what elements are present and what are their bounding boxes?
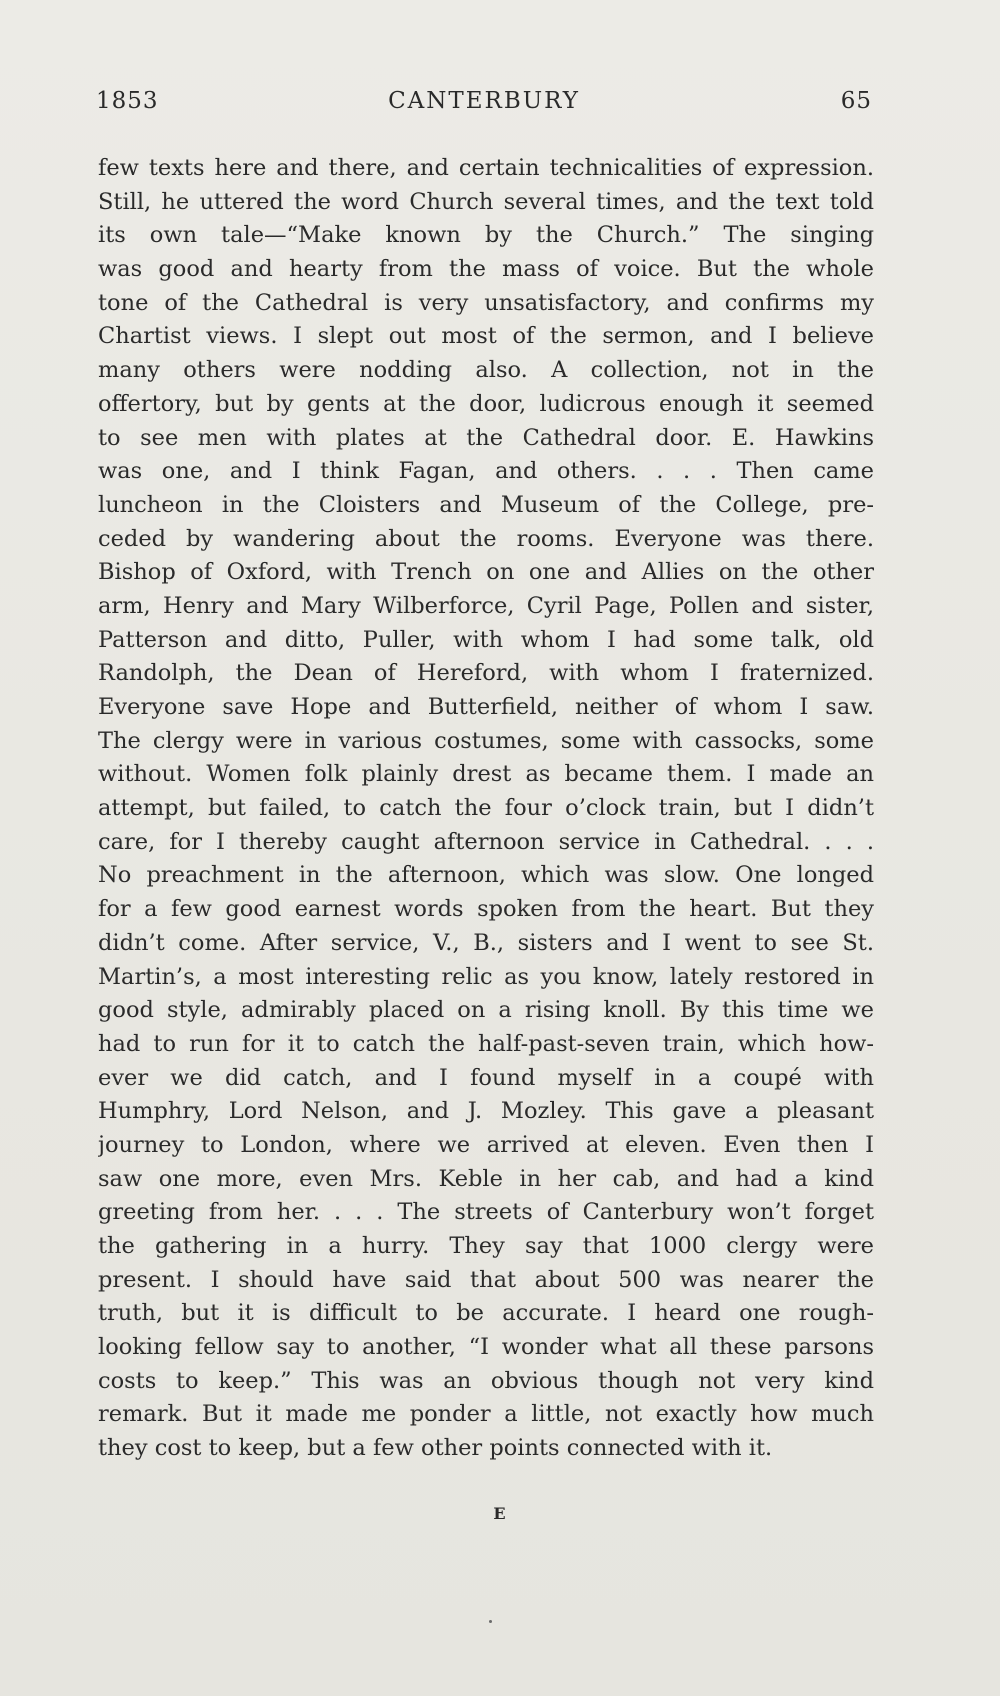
text-line: many others were nodding also. A collection, not in the — [98, 357, 874, 384]
header-title: CANTERBURY — [388, 88, 580, 114]
text-line: Humphry, Lord Nelson, and J. Mozley. This gave a pleasant — [98, 1098, 874, 1125]
text-line: its own tale—“Make known by the Church.” The singing — [98, 222, 874, 249]
text-line: tone of the Cathedral is very unsatisfactory, and confirms my — [98, 289, 874, 316]
text-line: costs to keep.” This was an obvious though not very kind — [98, 1367, 874, 1394]
text-line: without. Women folk plainly drest as became them. I made an — [98, 761, 874, 788]
text-line: Everyone save Hope and Butterfield, neither of whom I saw. — [98, 694, 874, 720]
text-line: luncheon in the Cloisters and Museum of the College, pre- — [98, 491, 874, 518]
text-line: ceded by wandering about the rooms. Everyone was there. — [98, 525, 874, 552]
page-number: 65 — [840, 88, 872, 114]
text-line: to see men with plates at the Cathedral door. E. Hawkins — [98, 424, 874, 451]
text-line: for a few good earnest words spoken from the heart. But they — [98, 896, 874, 923]
text-line: remark. But it made me ponder a little, not exactly how much — [98, 1401, 874, 1428]
text-line: greeting from her. . . . The streets of Canterbury won’t forget — [98, 1199, 874, 1226]
text-line: didn’t come. After service, V., B., sisters and I went to see St. — [98, 929, 874, 956]
text-line: ever we did catch, and I found myself in a coupé with — [98, 1064, 874, 1091]
text-line: Randolph, the Dean of Hereford, with whom I fraternized. — [98, 660, 874, 687]
text-line: arm, Henry and Mary Wilberforce, Cyril Page, Pollen and sister, — [98, 592, 874, 619]
text-line: truth, but it is difficult to be accurate. I heard one rough- — [98, 1300, 874, 1327]
text-line: No preachment in the afternoon, which was slow. One longed — [98, 862, 874, 889]
text-line: they cost to keep, but a few other points connected with it. — [98, 1435, 773, 1462]
header-year: 1853 — [96, 88, 159, 114]
text-line: present. I should have said that about 500 was nearer the — [98, 1266, 874, 1293]
text-line: looking fellow say to another, “I wonder what all these parsons — [98, 1334, 874, 1361]
running-head — [96, 88, 872, 122]
paper-speck — [489, 1620, 492, 1623]
body-text — [98, 152, 874, 1466]
signature-mark: E — [493, 1504, 507, 1523]
text-line: good style, admirably placed on a rising knoll. By this time we — [98, 997, 874, 1024]
text-line: offertory, but by gents at the door, ludicrous enough it seemed — [98, 390, 874, 417]
text-line: journey to London, where we arrived at eleven. Even then I — [98, 1131, 874, 1158]
text-line: care, for I thereby caught afternoon service in Cathedral. . . . — [98, 828, 874, 855]
text-line: attempt, but failed, to catch the four o’clock train, but I didn’t — [98, 795, 874, 822]
text-line: The clergy were in various costumes, some with cassocks, some — [98, 727, 874, 754]
text-line: few texts here and there, and certain technicalities of expression. — [98, 155, 874, 181]
text-line: Martin’s, a most interesting relic as you know, lately restored in — [98, 963, 874, 990]
text-line: Still, he uttered the word Church several times, and the text told — [98, 188, 874, 215]
text-line: Chartist views. I slept out most of the sermon, and I believe — [98, 323, 874, 350]
text-line: saw one more, even Mrs. Keble in her cab, and had a kind — [98, 1165, 874, 1192]
text-line: Bishop of Oxford, with Trench on one and Allies on the other — [98, 559, 874, 586]
text-line: was good and hearty from the mass of voice. But the whole — [98, 256, 874, 283]
text-line: Patterson and ditto, Puller, with whom I had some talk, old — [98, 626, 874, 653]
text-line: was one, and I think Fagan, and others. . . . Then came — [98, 458, 874, 485]
text-line: the gathering in a hurry. They say that 1000 clergy were — [98, 1233, 874, 1259]
text-line: had to run for it to catch the half-past-seven train, which how- — [98, 1030, 874, 1057]
